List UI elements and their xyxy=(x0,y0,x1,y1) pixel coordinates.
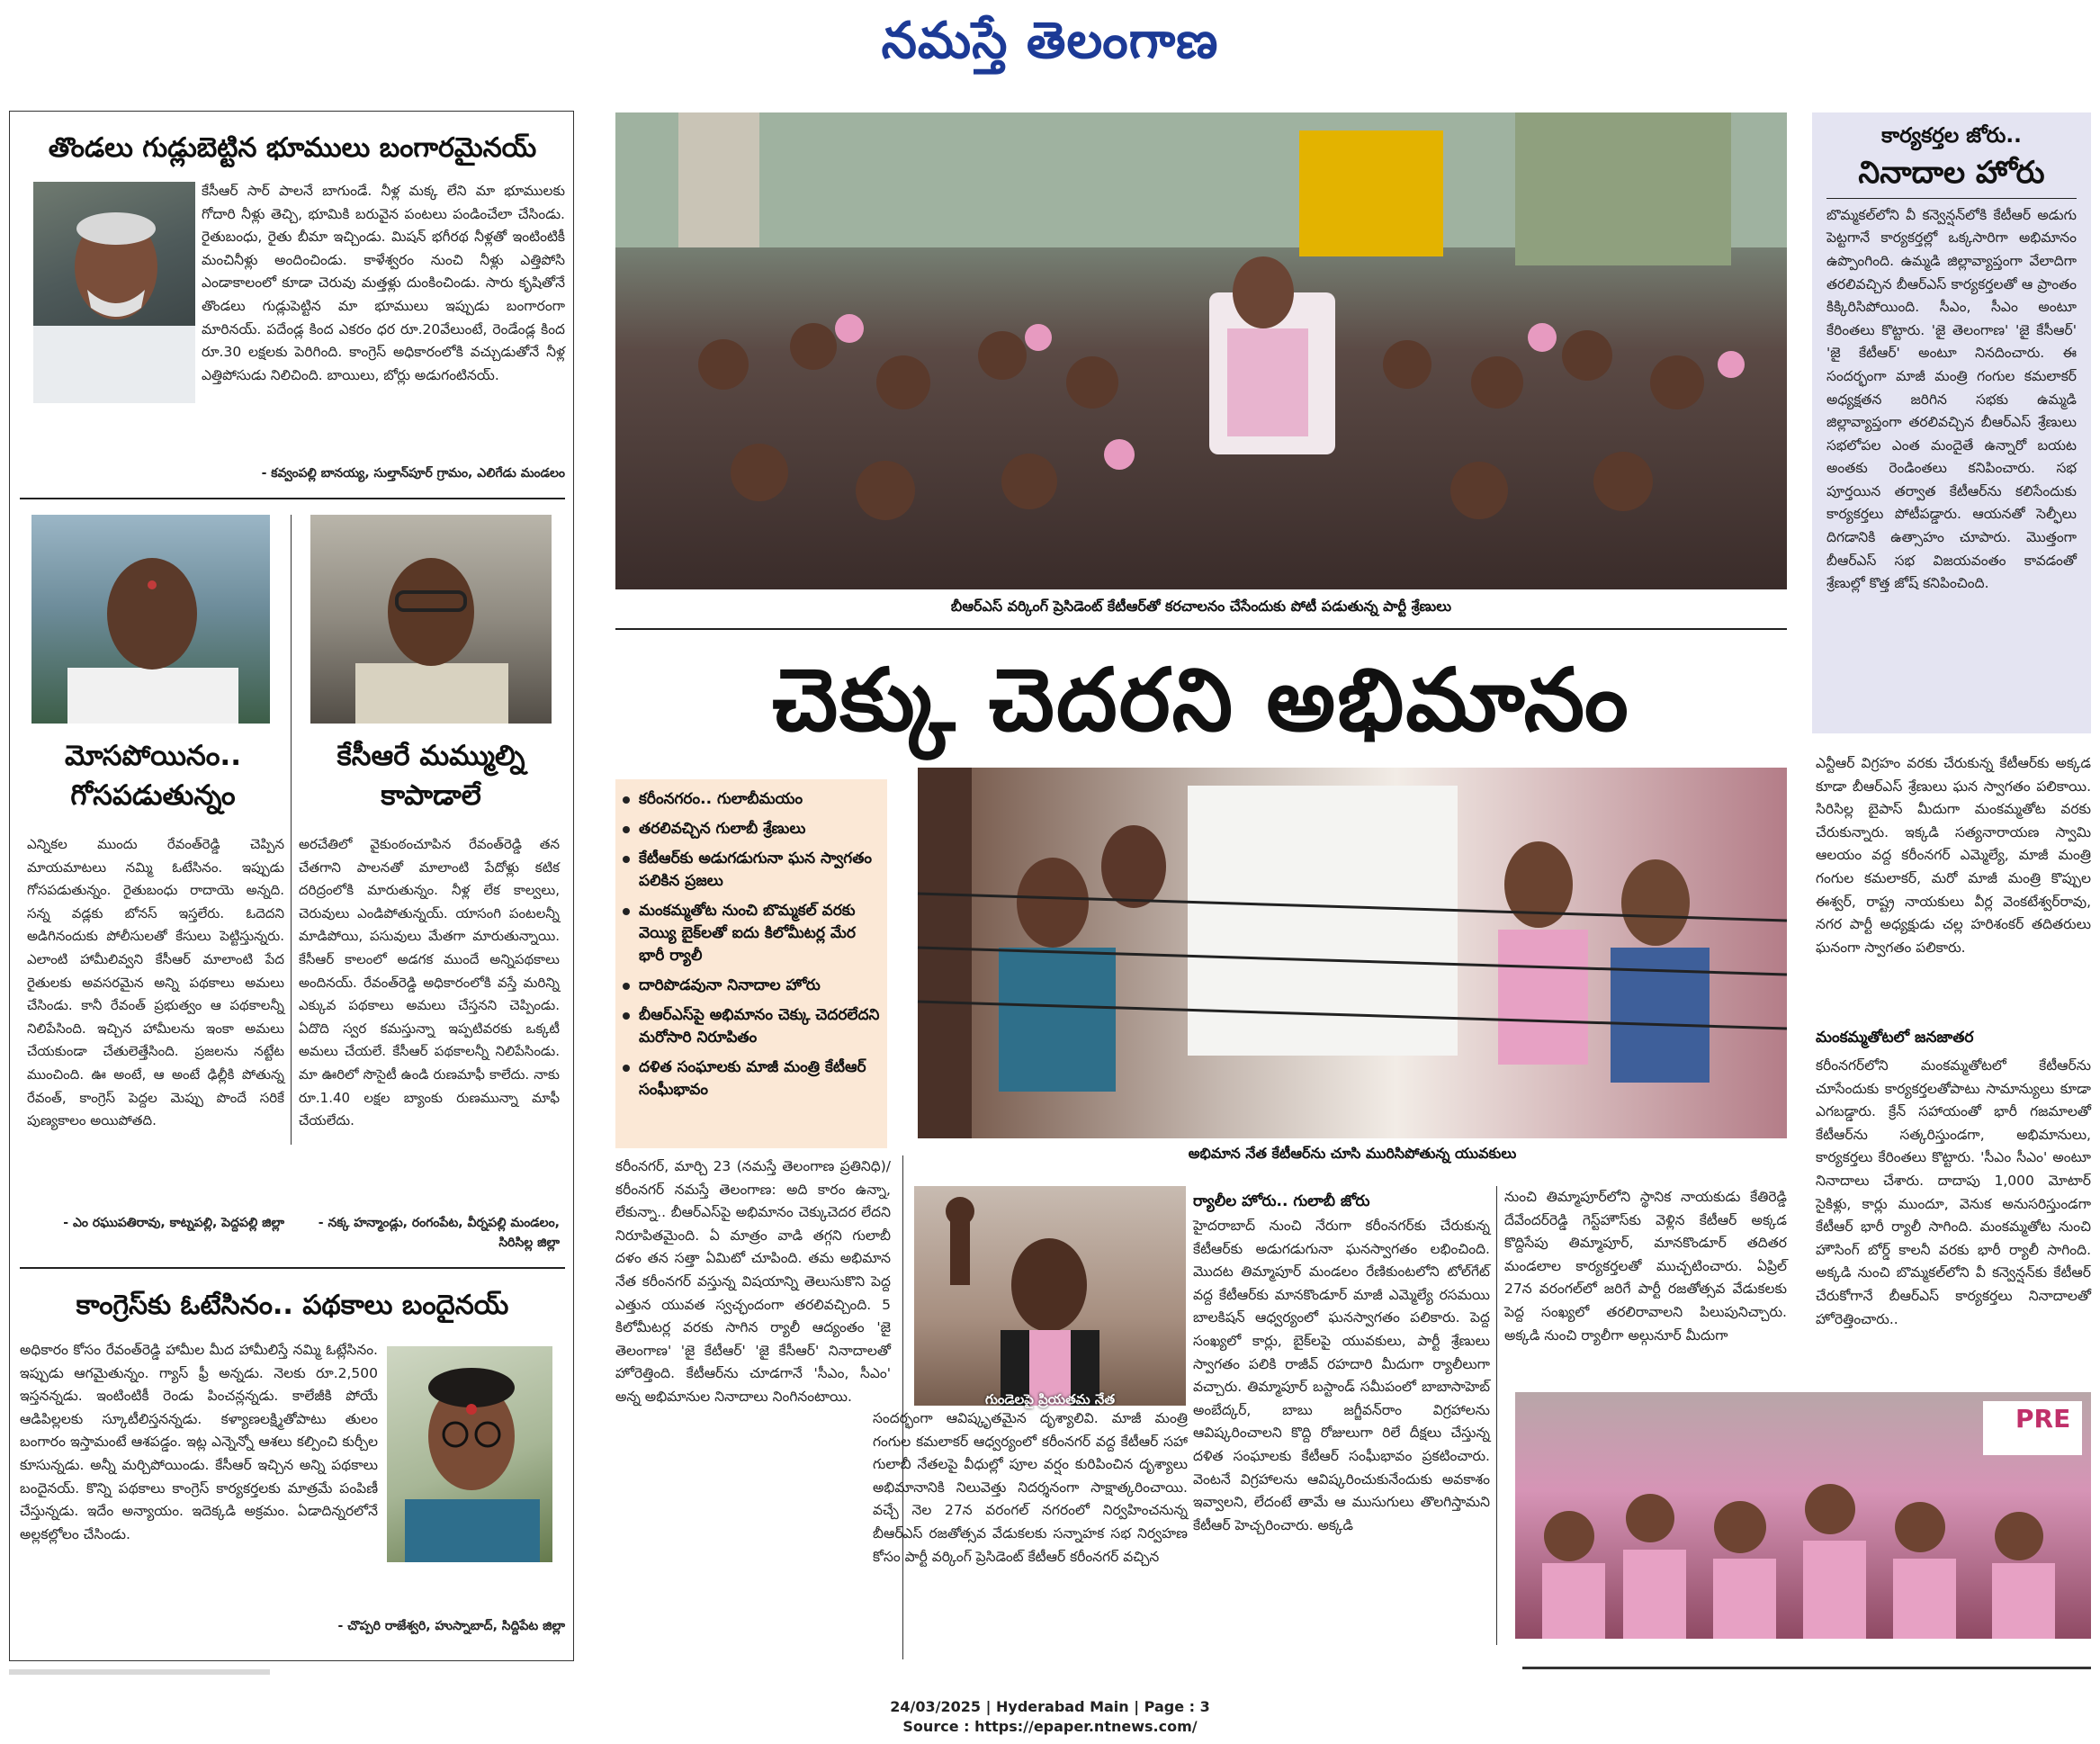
column-divider xyxy=(1496,1186,1497,1645)
highlight-item: దారిపొడవునా నినాదాల హోరు xyxy=(617,975,882,997)
column-divider xyxy=(291,515,292,1145)
story1-headline: తొండలు గుడ్లుబెట్టిన భూములు బంగారమైనయ్ xyxy=(48,132,537,164)
highlight-item: కరీంనగరం.. గులాబీమయం xyxy=(617,788,882,811)
right-kicker: కార్యకర్తల జోరు.. xyxy=(1881,124,2022,148)
story2-body: ఎన్నికల ముందు రేవంత్‌రెడ్డి చెప్పిన మాయమాటలు నమ్మి ఓటేసినం. ఇప్పుడు గోసపడుతున్నం. రైతుబంధు రాదాయె అన్నది. సన్న వడ్లకు బోనస్ ఇస్తలేరు. ఓదెదని అడిగినందుకు పోలీసులతో కేసులు పెట్టిస్తున్నరు. ఎలాంటి హామీలివ్వని కేసీఆర్ మాలాంటి పేద రైతులకు అవసరమైన అన్ని పథకాలు అమలు చేసిండు. కానీ రేవంత్ ప్రభుత్వం ఆ పథకాలన్నీ నిలిపేసింది. ఇచ్చిన హామీలను ఇంకా అమలు చేయకుండా చేతులెత్తేసింది. ప్రజలను నట్టేట ముంచింది. ఊ అంటే, ఆ అంటే ఢిల్లీకి పోతున్న రేవంత్, కాంగ్రెస్ పెద్దల మెప్పు పొందే సరికే పుణ్యకాలం అయిపోతది. xyxy=(27,836,284,1129)
highlight-item: దళిత సంఘాలకు మాజీ మంత్రి కేటీఆర్ సంఘీభావం xyxy=(617,1056,882,1101)
story2-headline-line1: మోసపోయినం.. xyxy=(64,740,241,772)
divider xyxy=(20,1267,565,1269)
right-headline: నినాదాల హోరు xyxy=(1858,154,2045,191)
highlights-box xyxy=(615,779,887,1148)
story3-credit: - నక్క హన్మాండ్లు, రంగంపేట, వీర్నపల్లి మండలం, సిరిసిల్ల జిల్లా xyxy=(318,1216,560,1250)
leader-photo-caption: గుండెలపై ప్రియతమ నేత xyxy=(984,1391,1116,1407)
youths-photo xyxy=(918,768,1787,1138)
article-col2: హైదరాబాద్ నుంచి నేరుగా కరీంనగర్‌కు చేరుకున్న కేటీఆర్‌కు అడుగడుగునా ఘనస్వాగతం లభించింది. మొదట తిమ్మాపూర్ మండలం రేణికుంటలోని టోల్‌గేట్ వద్ద కేటీఆర్‌కు మానకొండూర్ మాజీ ఎమ్మెల్యే రసమయి బాలకిషన్ ఆధ్వర్యంలో ఘనస్వాగతం పలికారు. పెద్ద సంఖ్యలో కార్లు, బైక్‌లపై యువకులు, పార్టీ శ్రేణులు స్వాగతం పలికి రాజీవ్ రహదారి మీదుగా ర్యాలీలుగా వచ్చారు. తిమ్మాపూర్ బస్టాండ్ సమీపంలో బాబాసాహెబ్ అంబేద్కర్, బాబు జగ్జీవన్‌రాం విగ్రహాలను ఆవిష్కరించాలని కొద్ది రోజులుగా రిలే దీక్షలు చేస్తున్న దళిత సంఘాలకు కేటీఆర్ సంఘీభావం ప్రకటించారు. వెంటనే విగ్రహాలను ఆవిష్కరించుకునేందుకు అవకాశం ఇవ్వాలని, లేదంటే తామే ఆ ముసుగులు తొలగిస్తామని కేటీఆర్ హెచ్చరించారు. అక్కడి xyxy=(1193,1218,1490,1533)
highlight-item: బీఆర్ఎస్‌పై అభిమానం చెక్కు చెదరలేదని మరోసారి నిరూపితం xyxy=(617,1004,882,1049)
right-box-body: బొమ్మకల్‌లోని వీ కన్వెన్షన్‌లోకి కేటీఆర్ అడుగు పెట్టగానే కార్యకర్తల్లో ఒక్కసారిగా అభిమానం ఉప్పొంగింది. ఉమ్మడి జిల్లావ్యాప్తంగా వేలాదిగా తరలివచ్చిన బీఆర్ఎస్ కార్యకర్తలతో ఆ ప్రాంతం కిక్కిరిసిపోయింది. సీఎం, సీఎం అంటూ కేరింతలు కొట్టారు. 'జై తెలంగాణ' 'జై కేసీఆర్' 'జై కేటీఆర్' అంటూ నినదించారు. ఈ సందర్భంగా మాజీ మంత్రి గంగుల కమలాకర్ అధ్యక్షతన జరిగిన సభకు ఉమ్మడి జిల్లావ్యాప్తంగా తరలివచ్చిన బీఆర్ఎస్ శ్రేణులు సభలోపల ఎంత మందైతే ఉన్నారో బయట అంతకు రెండింతలు కనిపించారు. సభ పూర్తయిన తర్వాత కేటీఆర్‌ను కలిసేందుకు కార్యకర్తలు పోటీపడ్డారు. ఆయనతో సెల్ఫీలు దిగడానికి ఉత్సాహం చూపారు. మొత్తంగా బీఆర్ఎస్ సభ విజయవంతం కావడంతో శ్రేణుల్లో కొత్త జోష్ కనిపించింది. xyxy=(1826,206,2077,592)
youths-scene xyxy=(918,768,1787,1138)
article-col1-top: కరీంనగర్, మార్చి 23 (నమస్తే తెలంగాణ ప్రతినిధి)/కరీంనగర్ నమస్తే తెలంగాణ: అది కారం ఉన్నా, లేకున్నా.. బీఆర్ఎస్‌పై అభిమానం చెక్కుచెదర లేదని నిరూపితమైంది. ఏ మాత్రం వాడి తగ్గని గులాబీ దళం తన సత్తా ఏమిటో చూపింది. తమ అభిమాన నేత కరీంనగర్ వస్తున్న విషయాన్ని తెలుసుకొని పెద్ద ఎత్తున యువత స్వచ్ఛందంగా తరలివచ్చింది. 5 కిలోమీటర్ల వరకు సాగిన ర్యాలీ ఆద్యంతం 'జై తెలంగాణ' 'జై కేటీఆర్' 'జై కేసీఆర్' నినాదాలతో హోరెత్తింది. కేటీఆర్‌ను చూడగానే 'సీఎం, సీఎం' అన్న అభిమానుల నినాదాలు నింగినంటాయి. xyxy=(615,1158,891,1405)
story2-headline xyxy=(20,736,286,815)
rally-crowd-photo xyxy=(615,112,1787,589)
divider xyxy=(20,498,565,499)
story2-headline-line2: గోసపడుతున్నం xyxy=(70,779,236,812)
right-body1: ఎన్టీఆర్ విగ్రహం వరకు చేరుకున్న కేటీఆర్‌కు అక్కడ కూడా బీఆర్ఎస్ శ్రేణులు ఘన స్వాగతం పలికాయి. సిరిసిల్ల బైపాస్ మీదుగా మంకమ్మతోట వరకు చేరుకున్నారు. ఇక్కడి సత్యనారాయణ స్వామి ఆలయం వద్ద కరీంనగర్ ఎమ్మెల్యే, మాజీ మంత్రి గంగుల కమలాకర్, మరో మాజీ మంత్రి కొప్పుల ఈశ్వర్, రాష్ట్ర నాయకులు వీర్ల వెంకటేశ్వర్‌రావు, నగర పార్టీ అధ్యక్షుడు చల్ల హరిశంకర్ తదితరులు ఘనంగా స్వాగతం పలికారు. xyxy=(1816,755,2091,956)
leader-supporter-scene xyxy=(914,1186,1186,1406)
footer-left-bar xyxy=(9,1669,270,1675)
divider xyxy=(615,628,1787,630)
raghupathi-photo xyxy=(31,515,270,724)
story4-body: అధికారం కోసం రేవంత్‌రెడ్డి హామీల మీద హామీలిస్తే నమ్మి ఓట్లేసినం. ఇప్పుడు ఆగమైతున్నం. గ్యాస్ ఫ్రీ అన్నడు. నెలకు రూ.2,500 ఇస్తనన్నడు. ఇంటింటికీ రెండు పించన్లన్నడు. కాలేజీకి పోయే ఆడిపిల్లలకు స్కూటీలిస్తనన్నడు. కళ్యాణలక్ష్మితోపాటు తులం బంగారం ఇస్తామంటే ఆశపడ్డం. ఇట్ల ఎన్నెన్నో ఆశలు కల్పించి కుర్చీల కూసున్నడు. అన్నీ మర్చిపోయిండు. కేసీఆర్ ఇచ్చిన అన్ని పథకాలు బందైనయ్. కొన్ని పథకాలు కాంగ్రెస్ కార్యకర్తలకు మాత్రమే పంపిణీ చేస్తున్నడు. ఇదేం అన్యాయం. ఇదెక్కడి అక్రమం. ఏడాదిన్నరలోనే అల్లకల్లోలం చేసిండు. xyxy=(20,1342,378,1542)
story4-credit: - చొప్పరి రాజేశ్వరి, హుస్నాబాద్, సిద్దిపేట జిల్లా xyxy=(337,1619,565,1633)
divider xyxy=(1826,198,2077,199)
youths-photo-caption: అభిమాన నేత కేటీఆర్‌ను చూసి మురిసిపోతున్న యువకులు xyxy=(1188,1145,1517,1162)
article-col1-bottom: సందర్భంగా ఆవిష్కృతమైన దృశ్యాలివి. మాజీ మంత్రి గంగుల కమలాకర్ ఆధ్వర్యంలో కరీంనగర్ వద్ద కేటీఆర్ సహా గులాబీ నేతలపై వీధుల్లో పూల వర్షం కురిపించిన దృశ్యాలు అభిమానానికి నిలువెత్తు నిదర్శనంగా సాక్షాత్కరించాయి. వచ్చే నెల 27న వరంగల్ నగరంలో నిర్వహించనున్న బీఆర్ఎస్ రజతోత్సవ వేడుకలకు సన్నాహక సభ నిర్వహణ కోసం పార్టీ వర్కింగ్ ప్రెసిడెంట్ కేటీఆర్ కరీంనగర్ వచ్చిన xyxy=(873,1410,1188,1565)
story3-headline xyxy=(297,736,565,815)
story3-headline-line1: కేసీఆరే మమ్ముల్ని xyxy=(337,740,525,772)
story4-body-wrap xyxy=(20,1339,565,1605)
story2-credit: - ఎం రఘుపతిరావు, కాట్నపల్లి, పెద్దపల్లి జిల్లా xyxy=(63,1216,284,1230)
right-body2: కరీంనగర్‌లోని మంకమ్మతోటలో కేటీఆర్‌ను చూసేందుకు కార్యకర్తలతోపాటు సామాన్యులు కూడా ఎగబడ్డారు. క్రేన్ సహాయంతో భారీ గజమాలతో కేటీఆర్‌ను సత్కరిస్తుండగా, అభిమానులు, కార్యకర్తలు కేరింతలు కొట్టారు. 'సీఎం సీఎం' అంటూ నినాదాలు చేశారు. దాదాపు 1,000 మోటార్ సైకిళ్లు, కార్లు ముందూ, వెనుక అనుసరిస్తుండగా కేటీఆర్ భారీ ర్యాలీ సాగింది. మంకమ్మతోట నుంచి హౌసింగ్ బోర్డ్ కాలనీ వరకు భారీ ర్యాలీ సాగింది. అక్కడి నుంచి బొమ్మకల్‌లోని వీ కన్వెన్షన్‌కు కేటీఆర్ చేరుకోగానే బీఆర్ఎస్ కార్యకర్తలు నినాదాలతో హోరెత్తించారు.. xyxy=(1816,1057,2091,1327)
women-rally-scene xyxy=(1515,1392,2091,1639)
right-subhead: మంకమ్మతోటలో జనజాతర xyxy=(1816,1029,1974,1047)
leader-photo xyxy=(914,1186,1186,1406)
footer-source: Source : https://epaper.ntnews.com/ xyxy=(902,1718,1198,1735)
highlight-item: తరలివచ్చిన గులాబీ శ్రేణులు xyxy=(617,818,882,841)
footer-right-bar xyxy=(1522,1667,2091,1669)
story3-headline-line2: కాపాడాలే xyxy=(381,779,481,812)
nakka-portrait xyxy=(310,515,552,724)
story1-credit: - కవ్వంపల్లి బానయ్య, సుల్తాన్‌పూర్ గ్రామం, ఎలిగేడు మండలం xyxy=(261,466,565,481)
nakka-photo xyxy=(310,515,552,724)
footer-edition-info: 24/03/2025 | Hyderabad Main | Page : 3 xyxy=(890,1698,1210,1715)
rally-crowd-scene xyxy=(615,112,1787,589)
main-headline: చెక్కు చెదరని అభిమానం xyxy=(772,650,1630,751)
highlight-item: మంకమ్మతోట నుంచి బొమ్మకల్ వరకు వెయ్యి బైక్‌లతో ఐదు కిలోమీటర్ల మేర భారీ ర్యాలీ xyxy=(617,900,882,967)
col2-subhead: ర్యాలీల హోరు.. గులాబీ జోరు xyxy=(1193,1192,1370,1210)
top-photo-caption: బీఆర్ఎస్ వర్కింగ్ ప్రెసిడెంట్ కేటీఆర్‌తో కరచాలనం చేసేందుకు పోటీ పడుతున్న పార్టీ శ్రేణులు xyxy=(950,598,1452,615)
story1-body-wrap xyxy=(20,180,565,486)
masthead-logo: నమస్తే తెలంగాణ xyxy=(881,11,1219,70)
story4-headline: కాంగ్రెస్‌కు ఓటేసినం.. పథకాలు బందైనయ్ xyxy=(76,1290,509,1321)
story3-body: అరచేతిలో వైకుంఠంచూపిన రేవంత్‌రెడ్డి తన చేతగాని పాలనతో మాలాంటి పేదోళ్లు కటిక దరిద్రంలోకి మారుతున్నం. నీళ్ల లేక కాల్వలు, చెరువులు ఎండిపోతున్నయ్. యాసంగి పంటలన్నీ మాడిపోయి, పసువులు మేతగా మారుతున్నాయి. కేసీఆర్ కాలంలో అడగక ముందే అన్నిపథకాలు అందినయ్. రేవంత్‌రెడ్డి అధికారంలోకి వస్తే మరిన్ని ఎక్కువ పథకాలు అమలు చేస్తనని చెప్పిండు. ఏదొది స్వర కమస్తున్నా ఇప్పటివరకు ఒక్కటీ అమలు చేయలే. కేసీఆర్ పథకాలన్నీ నిలిపేసిండు. మా ఊరిలో సొసైటీ ఉండి రుణమాఫీ కాలేదు. నాకు రూ.1.40 లక్షల బ్యాంకు రుణమున్నా మాఫీ చేయలేదు. xyxy=(299,836,560,1129)
photo-banner-text: PRE xyxy=(2015,1404,2071,1434)
raghupathi-portrait xyxy=(31,515,270,724)
women-rally-photo xyxy=(1515,1392,2091,1639)
story1-body: కేసీఆర్ సార్ పాలనే బాగుండే. నీళ్ల మక్క లేని మా భూములకు గోదారి నీళ్లు తెచ్చి, భూమికి బరువైన పంటలు పండించేలా చేసిండు. రైతుబంధు, రైతు బీమా ఇచ్చిండు. మిషన్ భగీరథ నీళ్లతో ఇంటింటికీ మంచినీళ్లు అందించిండు. కాళేశ్వరం నుంచి నీళ్లు ఎత్తిపోసి ఎండాకాలంలో కూడా చెరువు మత్తళ్లు దుంకించిండు. సారు కృషితోనే తొండలు గుడ్లుపెట్టిన మా భూములు ఇప్పుడు బంగారంగా మారినయ్. పదేండ్ల కింద ఎకరం ధర రూ.20వేలుంటే, రెండేండ్ల కింద రూ.30 లక్షలకు పెరిగింది. కాంగ్రెస్ అధికారంలోకి వచ్చుడుతోనే నీళ్ల ఎత్తిపోసుడు నిలిచింది. బాయిలు, బోర్లు అడుగంటినయ్. xyxy=(202,183,565,383)
highlight-item: కేటీఆర్‌కు అడుగడుగునా ఘన స్వాగతం పలికిన ప్రజలు xyxy=(617,848,882,893)
article-col3: నుంచి తిమ్మాపూర్‌లోని స్థానిక నాయకుడు కేతిరెడ్డి దేవేందర్‌రెడ్డి గెస్ట్‌హౌస్‌కు వెళ్లిన కేటీఆర్ అక్కడ కొద్దిసేపు తిమ్మాపూర్, మానకొండూర్ తదితర మండలాల కార్యకర్తలతో ముచ్చటించారు. ఏప్రిల్ 27న వరంగల్‌లో జరిగే పార్టీ రజతోత్సవ వేడుకలకు పెద్ద సంఖ్యలో తరలిరావాలని పిలుపునిచ్చారు. అక్కడి నుంచి ర్యాలీగా అల్గునూర్ మీదుగా xyxy=(1504,1189,1787,1344)
right-feature-box xyxy=(1812,112,2091,733)
